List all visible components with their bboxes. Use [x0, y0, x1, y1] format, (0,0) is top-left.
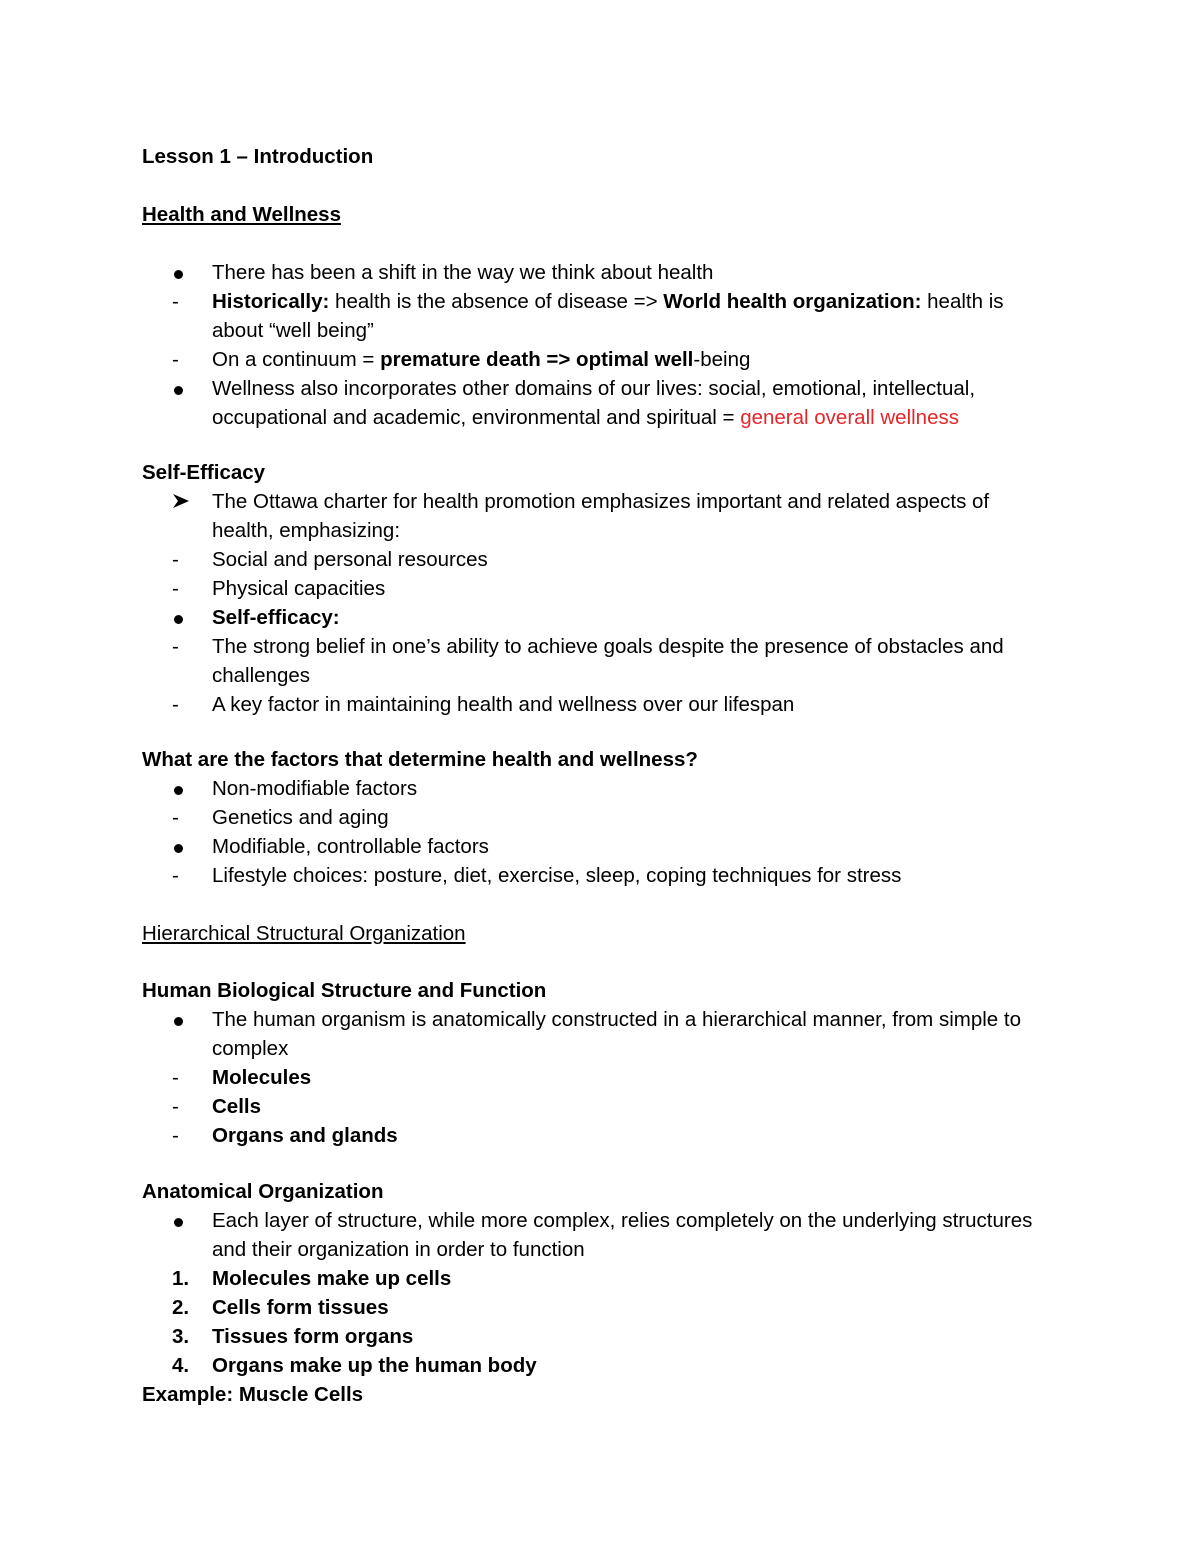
section-hierarchical	[142, 919, 466, 948]
list-item: - On a continuum = premature death => optimal well-being	[142, 345, 1042, 374]
list-item: The Ottawa charter for health promotion emphasizes important and related aspects of health, emphasizing:	[142, 487, 1042, 545]
number-marker: 4.	[172, 1354, 190, 1377]
bullet-icon	[172, 1005, 202, 1034]
numbered-item: 1. Molecules make up cells	[142, 1264, 1042, 1293]
list-item: Each layer of structure, while more complex, relies completely on the underlying structures and their organization in order to function	[142, 1206, 1042, 1264]
section-heading: Hierarchical Structural Organization	[142, 922, 466, 945]
dash-marker: -	[172, 1124, 179, 1147]
bullet-icon	[172, 832, 202, 861]
list-item: - Historically: health is the absence of disease => World health organization: health is about “well being”	[142, 287, 1042, 345]
section-self-efficacy	[142, 458, 1042, 719]
bullet-icon	[172, 374, 202, 403]
numbered-item: 4. Organs make up the human body	[142, 1351, 1042, 1380]
example-line: Example: Muscle Cells	[142, 1383, 364, 1406]
dash-marker: -	[172, 577, 179, 600]
section-heading: What are the factors that determine health and wellness?	[142, 748, 698, 771]
dash-marker: -	[172, 806, 179, 829]
section-heading: Self-Efficacy	[142, 461, 266, 484]
section-heading: Anatomical Organization	[142, 1180, 384, 1203]
bullet-icon	[172, 258, 202, 287]
number-marker: 1.	[172, 1267, 190, 1290]
list-item: The human organism is anatomically constructed in a hierarchical manner, from simple to complex	[142, 1005, 1042, 1063]
list-item: - Molecules	[142, 1063, 1042, 1092]
dash-marker: -	[172, 348, 179, 371]
section-heading: Health and Wellness	[142, 203, 341, 226]
list-item: - Genetics and aging	[142, 803, 1042, 832]
list-item: - Cells	[142, 1092, 1042, 1121]
highlight-text: general overall wellness	[740, 406, 959, 429]
list-item: - The strong belief in one’s ability to achieve goals despite the presence of obstacles and challenges	[142, 632, 1042, 690]
list-item: There has been a shift in the way we think about health	[142, 258, 1042, 287]
bullet-icon	[172, 774, 202, 803]
number-marker: 3.	[172, 1325, 190, 1348]
dash-marker: -	[172, 635, 179, 658]
list-item: Self-efficacy:	[142, 603, 1042, 632]
list-item: - Social and personal resources	[142, 545, 1042, 574]
number-marker: 2.	[172, 1296, 190, 1319]
bullet-icon	[172, 603, 202, 632]
section-biological-structure	[142, 976, 1042, 1150]
section-health-wellness	[142, 200, 1042, 432]
list-item: - Organs and glands	[142, 1121, 1042, 1150]
numbered-item: 2. Cells form tissues	[142, 1293, 1042, 1322]
dash-marker: -	[172, 693, 179, 716]
list-item: - Physical capacities	[142, 574, 1042, 603]
arrowhead-icon	[172, 487, 202, 517]
list-item: Modifiable, controllable factors	[142, 832, 1042, 861]
list-item: - Lifestyle choices: posture, diet, exercise, sleep, coping techniques for stress	[142, 861, 1042, 890]
numbered-item: 3. Tissues form organs	[142, 1322, 1042, 1351]
list-item: Wellness also incorporates other domains of our lives: social, emotional, intellectual, occupational and academic, environmental and spiritual = general overall wellness	[142, 374, 1042, 432]
dash-marker: -	[172, 1066, 179, 1089]
dash-marker: -	[172, 290, 179, 313]
dash-marker: -	[172, 1095, 179, 1118]
section-factors	[142, 745, 1042, 890]
list-item: - A key factor in maintaining health and wellness over our lifespan	[142, 690, 1042, 719]
section-heading: Human Biological Structure and Function	[142, 979, 547, 1002]
page-title: Lesson 1 – Introduction	[142, 145, 374, 168]
list-item: Non-modifiable factors	[142, 774, 1042, 803]
bullet-icon	[172, 1206, 202, 1235]
dash-marker: -	[172, 548, 179, 571]
section-anatomical-organization	[142, 1177, 1042, 1409]
dash-marker: -	[172, 864, 179, 887]
